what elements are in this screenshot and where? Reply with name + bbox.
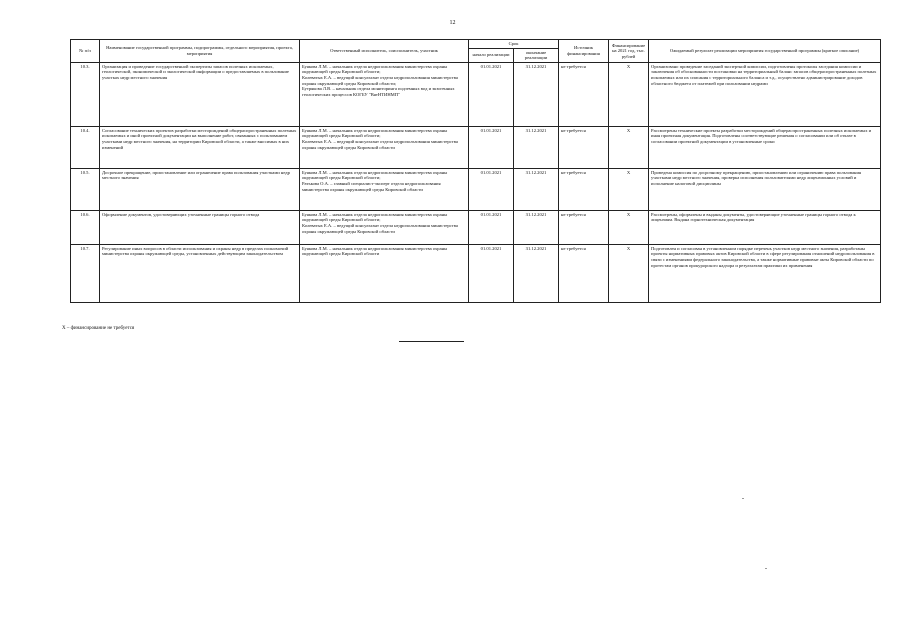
header-name: Наименование государственной программы, подпрограммы, отдельного мероприятия, проекта, мероприятия: [100, 40, 300, 63]
row-responsible: [300, 244, 469, 302]
header-num: № п/п: [71, 40, 100, 63]
row-start: 01.01.2021: [469, 62, 514, 126]
table-row: [71, 126, 881, 168]
row-name: Досрочное прекращение, приостановление или ограничение права пользования участками недр местного значения: [100, 168, 300, 210]
row-funding: X: [609, 210, 649, 244]
header-funding: Финансирование на 2021 год, тыс. рублей: [609, 40, 649, 63]
row-funding: X: [609, 126, 649, 168]
responsible-person: Буякова Л.М. – начальник отдела недропользования министерства охраны окружающей среды Кировской области;: [302, 211, 448, 223]
row-name: Согласование технических проектов разработки месторождений общераспространенных полезных ископаемых и иной проектной документации на выполнение работ, связанных с пользованием участками недр местного значения, на территории Кировской области, а также вносимых в них изменений: [100, 126, 300, 168]
row-result: Подготовлен и согласован в установленном порядке перечень участков недр местного значения, разработаны проекты нормативных правовых актов Кировской области в сфере регулирования отношений недропользования в связи с изменениями федерального законодательства, а также нормативные правовые акты Кировской области по протестам органов прокурорского надзора и результатам практики их применения: [649, 244, 881, 302]
row-name: Организация и проведение государственной экспертизы запасов полезных ископаемых, геологической, экономической и экологической информации о предоставляемых в пользование участках недр местного значения: [100, 62, 300, 126]
row-responsible: [300, 168, 469, 210]
row-start: 01.01.2021: [469, 168, 514, 210]
table-row: [71, 62, 881, 126]
row-source: не требуется: [559, 168, 609, 210]
scan-speck: [765, 568, 767, 569]
row-funding: X: [609, 168, 649, 210]
row-num: 10.4.: [71, 126, 100, 168]
scan-speck: [742, 498, 744, 499]
responsible-person: Буякова Л.М. – начальник отдела недропользования министерства охраны окружающей среды Кировской области;: [302, 63, 448, 75]
header-row: [71, 40, 881, 49]
row-result: Рассмотрены технические проекты разработки месторождений общераспространенных полезных ископаемых и иная проектная документация. Подготовлены соответствующие решения о согласовании или об отказе в согласовании проектной документации в установленные сроки: [649, 126, 881, 168]
row-num: 10.7.: [71, 244, 100, 302]
program-table: [70, 39, 881, 303]
header-source: Источник финансирования: [559, 40, 609, 63]
row-end: 31.12.2021: [514, 168, 559, 210]
end-rule: [399, 341, 464, 342]
row-responsible: [300, 126, 469, 168]
row-source: не требуется: [559, 244, 609, 302]
row-end: 31.12.2021: [514, 244, 559, 302]
header-term-end: окончание реализации: [514, 48, 559, 62]
responsible-person: Колеватых Е.А. – ведущий консультант отдела недропользования министерства охраны окружающей среды Кировской области: [302, 222, 458, 234]
row-source: не требуется: [559, 126, 609, 168]
row-start: 01.01.2021: [469, 244, 514, 302]
row-responsible: [300, 210, 469, 244]
table-row: [71, 210, 881, 244]
responsible-person: Ратькова О.А. – главный специалист-эксперт отдела недропользования министерства охраны окружающей среды Кировской области: [302, 180, 441, 192]
row-source: не требуется: [559, 210, 609, 244]
header-responsible: Ответственный исполнитель, соисполнитель, участник: [300, 40, 469, 63]
responsible-person: Колеватых Е.А. – ведущий консультант отдела недропользования министерства охраны окружающей среды Кировской области: [302, 138, 458, 150]
header-term: Срок: [469, 40, 559, 49]
row-name: Регулирование иных вопросов в области использования и охраны недр в пределах полномочий министерства охраны окружающей среды, установленных действующим законодательством: [100, 244, 300, 302]
responsible-person: Буякова Л.М. – начальник отдела недропользования министерства охраны окружающей среды Кировской области;: [302, 127, 448, 139]
row-result: Организовано проведение заседаний экспертной комиссии, подготовлены протоколы заседания комиссии и заключения об обоснованности постановки на территориальный баланс запасов общераспространенных полезных ископаемых или их списания с территориального баланса и т.д., осуществлено администрирование доходов областного бюджета от платежей при пользовании недрами: [649, 62, 881, 126]
row-num: 10.5.: [71, 168, 100, 210]
row-name: Оформление документов, удостоверяющих уточненные границы горного отвода: [100, 210, 300, 244]
header-term-start: начало реализации: [469, 48, 514, 62]
footnote: X – финансирование не требуется: [62, 326, 135, 331]
row-end: 31.12.2021: [514, 126, 559, 168]
responsible-person: Колеватых Е.А. – ведущий консультант отдела недропользования министерства охраны окружающей среды Кировской области;: [302, 74, 458, 86]
row-end: 31.12.2021: [514, 210, 559, 244]
row-num: 10.3.: [71, 62, 100, 126]
row-funding: X: [609, 244, 649, 302]
responsible-person: Бутрякова Л.В. – начальник отдела мониторинга подземных вод и экзогенных геологических процессов КОГБУ "ВятНТИНМП": [302, 86, 455, 97]
table-row: [71, 168, 881, 210]
row-end: 31.12.2021: [514, 62, 559, 126]
row-funding: X: [609, 62, 649, 126]
row-start: 01.01.2021: [469, 126, 514, 168]
row-result: Проведена комиссия по досрочному прекращению, приостановлению или ограничению права пользования участками недр местного значения, проверка исполнения пользователями недр лицензионных условий и исполнение налоговой дисциплины: [649, 168, 881, 210]
responsible-person: Буякова Л.М. – начальник отдела недропользования министерства охраны окружающей среды Кировской области;: [302, 169, 448, 181]
responsible-person: Буякова Л.М. – начальник отдела недропользования министерства охраны окружающей среды Кировской области: [302, 245, 448, 257]
page-number: 12: [449, 20, 456, 26]
row-responsible: [300, 62, 469, 126]
row-result: Рассмотрены, оформлены и выданы документы, удостоверяющие уточненные границы горного отвода к лицензиям. Выдана горнотехническая документация: [649, 210, 881, 244]
row-source: не требуется: [559, 62, 609, 126]
table-row: [71, 244, 881, 302]
row-start: 01.01.2021: [469, 210, 514, 244]
header-result: Ожидаемый результат реализации мероприятия государственной программы (краткое описание): [649, 40, 881, 63]
row-num: 10.6.: [71, 210, 100, 244]
